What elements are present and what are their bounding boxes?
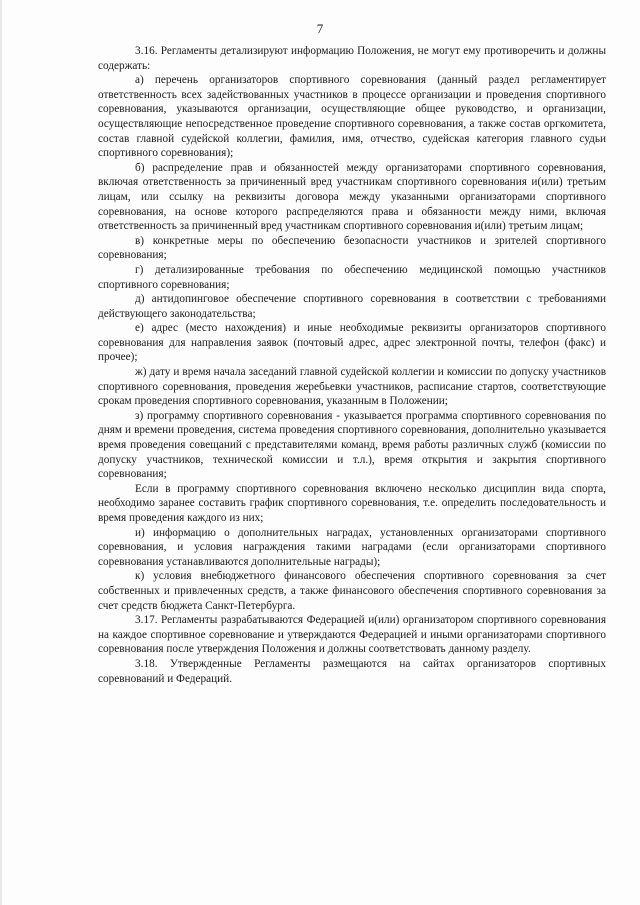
paragraph-3-17: 3.17. Регламенты разрабатываются Федерацией и(или) организатором спортивного соревнования на каждое спортивное соревнование и утверждаются Федерацией и иными организаторами спортивного соревнования после утверждения Положения и должны соответствовать данному разделу.	[98, 614, 606, 656]
paragraph-item-zh: ж) дату и время начала заседаний главной судейской коллегии и комиссии по допуску участников спортивного соревнования, проведения жеребьевки участников, расписание стартов, соответствующие срокам проведения спортивного соревнования, указанным в Положении;	[98, 366, 606, 408]
document-body	[98, 44, 606, 686]
paragraph-item-e: е) адрес (место нахождения) и иные необходимые реквизиты организаторов спортивного соревнования для направления заявок (почтовый адрес, адрес электронной почты, телефон (факс) и прочее);	[98, 322, 606, 364]
paragraph-item-k: к) условия внебюджетного финансового обеспечения спортивного соревнования за счет собственных и привлеченных средств, а также финансового обеспечения спортивного соревнования за счет средств бюджета Санкт-Петербурга.	[98, 570, 606, 612]
paragraph-item-d: д) антидопинговое обеспечение спортивного соревнования в соответствии с требованиями действующего законодательства;	[98, 293, 606, 320]
paragraph-item-b: б) распределение прав и обязанностей между организаторами спортивного соревнования, включая ответственность за причиненный вред участникам спортивного соревнования и(или) третьим лицам, или ссылку на реквизиты договора между указанными организаторами спортивного соревнования, на основе которого распределяются права и обязанности между ними, включая ответственность за причиненный вред участникам спортивного соревнования и(или) третьим лицам;	[98, 161, 606, 233]
paragraph-schedule-note: Если в программу спортивного соревнования включено несколько дисциплин вида спорта, необходимо заранее составить график спортивного соревнования, т.е. определить последовательность и время проведения каждого из них;	[98, 482, 606, 524]
paragraph-item-i: и) информацию о дополнительных наградах, установленных организаторами спортивного соревнования, и условия награждения такими наградами (если организаторами спортивного соревнования устанавливаются дополнительные награды);	[98, 526, 606, 568]
paragraph-3-18: 3.18. Утвержденные Регламенты размещаются на сайтах организаторов спортивных соревнований и Федераций.	[98, 657, 606, 685]
paragraph-item-a: а) перечень организаторов спортивного соревнования (данный раздел регламентирует ответственность всех задействованных участников в процессе организации и проведения спортивного соревнования, указываются организации, осуществляющие общее руководство, и организации, осуществляющие непосредственное проведение спортивного соревнования, а также состав оргкомитета, состав главной судейской коллегии, фамилия, имя, отчество, судейская категория главного судьи спортивного соревнования);	[98, 74, 606, 160]
paragraph-3-16: 3.16. Регламенты детализируют информацию Положения, не могут ему противоречить и должны содержать:	[98, 45, 606, 72]
paragraph-item-v: в) конкретные меры по обеспечению безопасности участников и зрителей спортивного соревнования;	[98, 234, 606, 262]
scan-edge	[0, 0, 2, 905]
paragraph-item-g: г) детализированные требования по обеспечению медицинской помощью участников спортивного соревнования;	[98, 263, 606, 291]
paragraph-item-z: з) программу спортивного соревнования - указывается программа спортивного соревнования по дням и времени проведения, система проведения спортивного соревнования, дополнительно указывается время проведения совещаний с представителями команд, время работы различных служб (комиссии по допуску участников, технической комиссии и т.л.), время открытия и закрытия спортивного соревнования;	[98, 409, 606, 481]
page-number: 7	[316, 21, 324, 36]
